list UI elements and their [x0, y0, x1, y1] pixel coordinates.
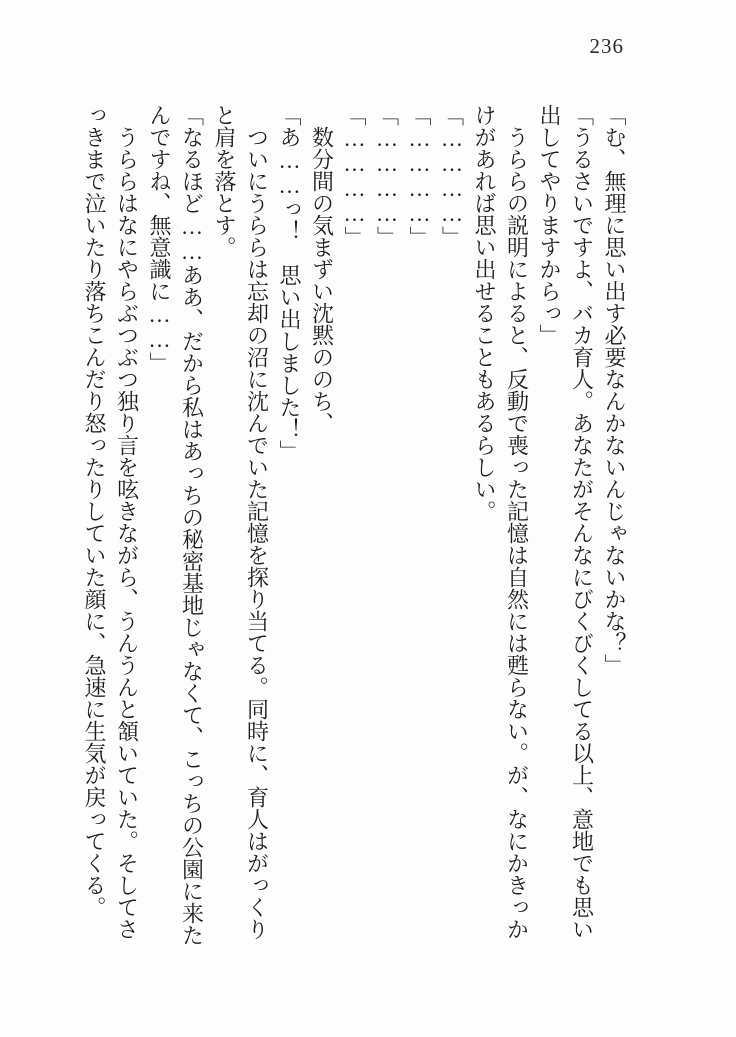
- text-line: 「…………」: [407, 104, 432, 248]
- text-line: 数分間の気まずい沈黙ののち、: [309, 126, 335, 434]
- text-line: ついにうららは忘却の沼に沈んでいた記憶を探り当てる。同時に、育人はがっくり: [244, 126, 270, 940]
- text-line: 「…………」: [342, 104, 367, 248]
- text-line: 「なるほど……ああ、だから私はあっちの秘密基地じゃなくて、こっちの公園に来た: [179, 104, 205, 946]
- text-line: うららはなにやらぶつぶつ独り言を呟きながら、うんうんと頷いていた。そしてさ: [114, 126, 140, 940]
- text-line: 「…………」: [374, 104, 400, 248]
- text-line: っきまで泣いたり落ちこんだり怒ったりしていた顔に、急速に生気が戻ってくる。: [82, 104, 107, 918]
- text-line: 出してやりますからっ」: [537, 104, 562, 346]
- text-line: 「あ……っ！ 思い出しました！」: [277, 104, 302, 462]
- text-line: 「む、無理に思い出す必要なんかないんじゃないかな？」: [602, 104, 627, 676]
- text-block: [78, 104, 631, 944]
- text-line: 「うるさいですよ、バカ育人。あなたがそんなにびくびくしてる以上、意地でも思い: [569, 104, 595, 940]
- page-number: 236: [589, 34, 624, 58]
- text-line: けがあれば思い出せることもあるらしい。: [472, 104, 497, 522]
- text-line: 「…………」: [439, 104, 465, 248]
- text-line: と肩を落とす。: [212, 104, 237, 258]
- text-line: うららの説明によると、反動で喪った記憶は自然には甦らない。が、なにかきっか: [504, 126, 530, 940]
- text-line: んですね、無意識に……」: [147, 104, 172, 374]
